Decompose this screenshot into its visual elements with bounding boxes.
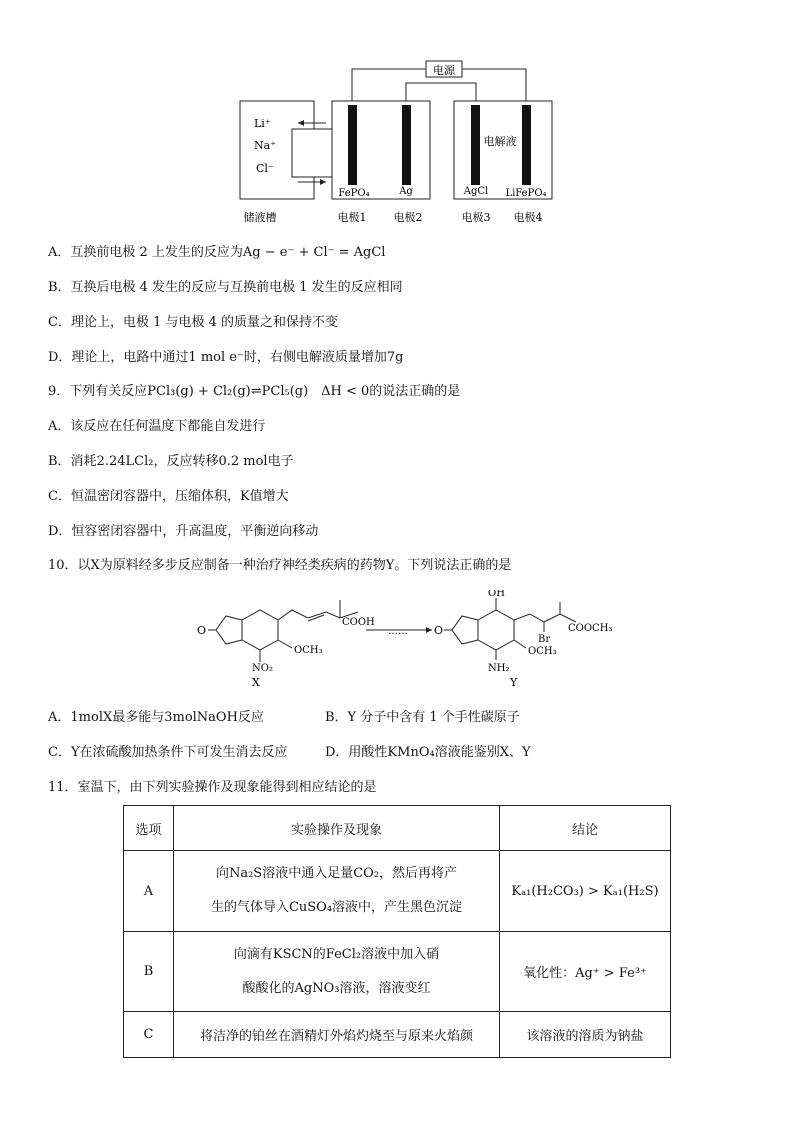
electrode-3-label: 电极3 [461,211,491,224]
electrolyte-label: 电解液 [483,135,517,148]
reaction-scheme [180,590,620,690]
y-oh: OH [488,590,505,599]
q11-stem: 11．室温下，由下列实验操作及现象能得到相应结论的是 [48,780,377,795]
power-source-label: 电源 [433,64,455,77]
tank-label: 储液槽 [243,211,277,224]
q10-option-c: C．Y在浓硫酸加热条件下可发生消去反应 [48,745,288,760]
q10-option-a: A．1molX最多能与3molNaOH反应 [48,710,264,725]
q9-option-d: D．恒容密闭容器中，升高温度，平衡逆向移动 [48,524,319,539]
header-operation: 实验操作及现象 [174,806,500,851]
structure-x [208,600,358,662]
q8-option-c: C．理论上，电极 1 与电极 4 的质量之和保持不变 [48,315,339,330]
electrode-2 [402,105,411,185]
q8-option-d: D．理论上，电路中通过1 mol e⁻时，右侧电解液质量增加7g [48,350,404,365]
row-a-operation-line1: 向Na₂S溶液中通入足量CO₂，然后再将产 [215,866,458,881]
table-row [124,932,671,1012]
x-name: X [252,676,260,689]
table-row [124,1012,671,1058]
experiment-table [123,805,671,1058]
row-b-option: B [124,932,174,1012]
row-c-operation: 将洁净的铂丝在酒精灯外焰灼烧至与原来火焰颜 [174,1012,500,1058]
right-cell [454,101,552,199]
q9-option-c: C．恒温密闭容器中，压缩体积，K值增大 [48,489,289,504]
q10-option-d: D．用酸性KMnO₄溶液能鉴别X、Y [325,745,531,760]
table-header-row [124,806,671,851]
ion-li: Li⁺ [254,117,271,130]
y-name: Y [510,676,518,689]
wire-inner [406,83,476,101]
row-b-operation-line1: 向滴有KSCN的FeCl₂溶液中加入硝 [233,946,440,962]
row-c-conclusion: 该溶液的溶质为钠盐 [500,1012,671,1058]
row-a-option: A [124,851,174,932]
q10-stem: 10．以X为原料经多步反应制备一种治疗神经类疾病的药物Y。下列说法正确的是 [48,558,512,573]
electrode-4-material: LiFePO₄ [505,188,547,199]
x-oxygen: O [197,624,207,637]
q9-option-a: A．该反应在任何温度下都能自发进行 [48,419,266,434]
electrode-1 [348,105,357,185]
x-cooh: COOH [342,617,375,628]
q8-option-b: B．互换后电极 4 发生的反应与互换前电极 1 发生的反应相同 [48,280,403,295]
y-cooch3: COOCH₃ [568,623,613,634]
electrode-4 [522,105,531,185]
ion-na: Na⁺ [254,139,276,152]
electrode-3 [471,105,480,185]
q10-option-b: B．Y 分子中含有 1 个手性碳原子 [325,710,520,725]
y-nh2: NH₂ [488,663,510,674]
y-och3: OCH₃ [528,646,557,657]
q9-stem: 9．下列有关反应PCl₃(g) + Cl₂(g)⇌PCl₅(g) ΔH < 0的说法正确的是 [48,384,461,399]
y-oxygen: O [434,624,444,637]
row-b-conclusion: 氧化性：Ag⁺ > Fe³⁺ [500,932,671,1012]
y-br: Br [538,634,551,645]
q9-option-b: B．消耗2.24LCl₂，反应转移0.2 mol电子 [48,454,294,469]
row-b-operation [174,932,500,1012]
wire-right [462,69,526,101]
ion-cl: Cl⁻ [256,162,274,175]
x-och3: OCH₃ [294,645,323,656]
row-a-conclusion: Kₐ₁(H₂CO₃) > Kₐ₁(H₂S) [500,851,671,932]
header-conclusion: 结论 [500,806,671,851]
electrode-4-label: 电极4 [513,211,543,224]
reaction-dots: …… [388,626,408,637]
q8-option-a: A．互换前电极 2 上发生的反应为Ag − e⁻ + Cl⁻ = AgCl [48,245,386,260]
electrochemical-cell-diagram [230,55,570,230]
wire-left [352,69,426,101]
electrode-1-label: 电极1 [337,211,367,224]
row-c-option: C [124,1012,174,1058]
row-b-operation-line2: 酸酸化的AgNO₃溶液，溶液变红 [242,980,431,996]
header-option: 选项 [124,806,174,851]
electrode-2-label: 电极2 [393,211,423,224]
x-no2: NO₂ [252,663,273,674]
row-a-operation [174,851,500,932]
pipe-connector [292,129,338,177]
electrode-1-material: FePO₄ [338,188,370,199]
electrode-2-material: Ag [399,186,413,197]
table-row [124,851,671,932]
row-a-operation-line2: 生的气体导入CuSO₄溶液中，产生黑色沉淀 [210,900,463,915]
electrode-3-material: AgCl [463,186,489,197]
left-cell [332,101,430,199]
